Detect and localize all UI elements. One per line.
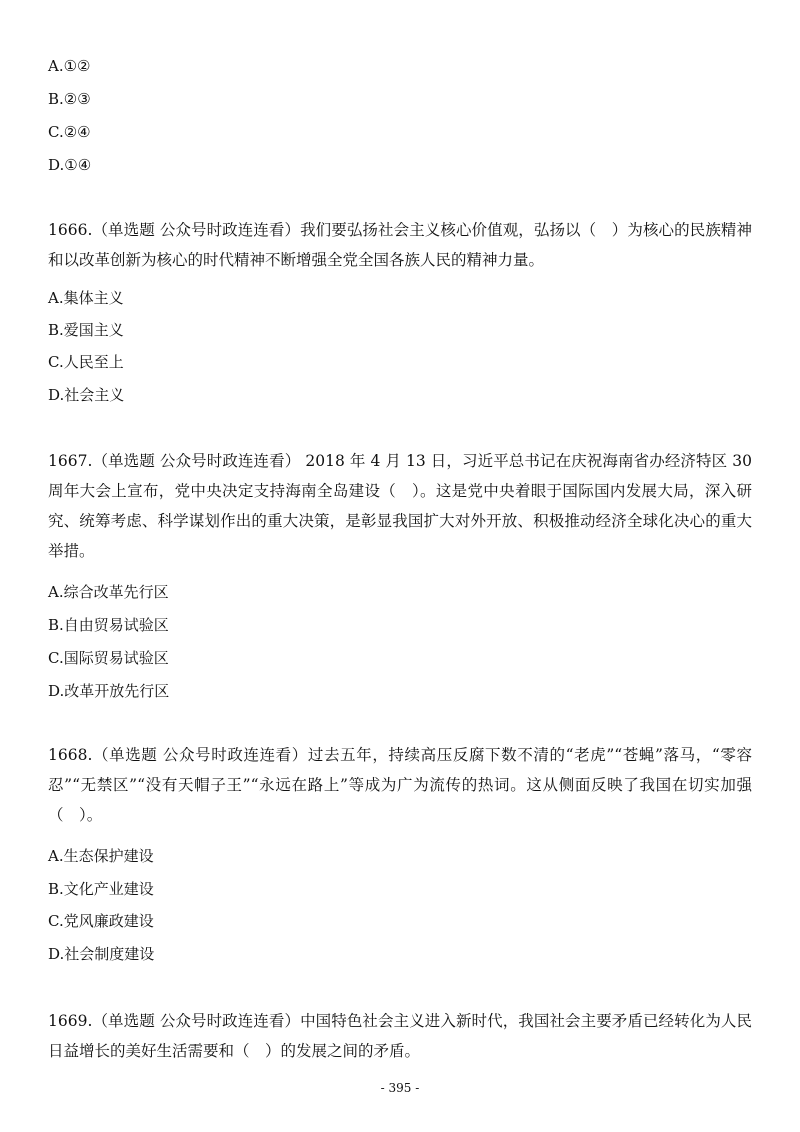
page-number: - 395 - [380,1081,420,1095]
option-c: C.党风廉政建设 [48,912,154,930]
question-stem: 1669.（单选题 公众号时政连连看）中国特色社会主义进入新时代，我国社会主要矛盾已经转化为人民日益增长的美好生活需要和（ ）的发展之间的矛盾。 [48,1012,752,1060]
option-d: D.社会制度建设 [48,945,155,963]
option-b: B.②③ [48,90,91,108]
option-a: A.综合改革先行区 [48,583,169,601]
option-a: A.生态保护建设 [48,847,154,865]
option-d: D.改革开放先行区 [48,682,170,700]
option-b: B.文化产业建设 [48,880,154,898]
option-d: D.①④ [48,156,92,174]
option-c: C.人民至上 [48,353,124,371]
option-c: C.②④ [48,123,91,141]
question-stem: 1666.（单选题 公众号时政连连看）我们要弘扬社会主义核心价值观，弘扬以（ ）为核心的民族精神和以改革创新为核心的时代精神不断增强全党全国各族人民的精神力量。 [48,221,752,269]
question-stem: 1667.（单选题 公众号时政连连看） 2018 年 4 月 13 日，习近平总书记在庆祝海南省办经济特区 30 周年大会上宣布，党中央决定支持海南全岛建设（ ）。这是党中央着眼于国际国内发展大局，深入研究、统筹考虑、科学谋划作出的重大决策，是彰显我国扩大对外开放、积极推动经济全球化决心的重大举措。 [48,452,752,560]
option-b: B.自由贸易试验区 [48,616,169,634]
question-stem: 1668.（单选题 公众号时政连连看）过去五年，持续高压反腐下数不清的“老虎”“苍蝇”落马，“零容忍”“无禁区”“没有天帽子王”“永远在路上”等成为广为流传的热词。这从侧面反映了我国在切实加强（ ）。 [48,746,752,824]
option-a: A.集体主义 [48,289,124,307]
option-c: C.国际贸易试验区 [48,649,169,667]
option-a: A.①② [48,57,91,75]
option-d: D.社会主义 [48,386,125,404]
option-b: B.爱国主义 [48,321,124,339]
